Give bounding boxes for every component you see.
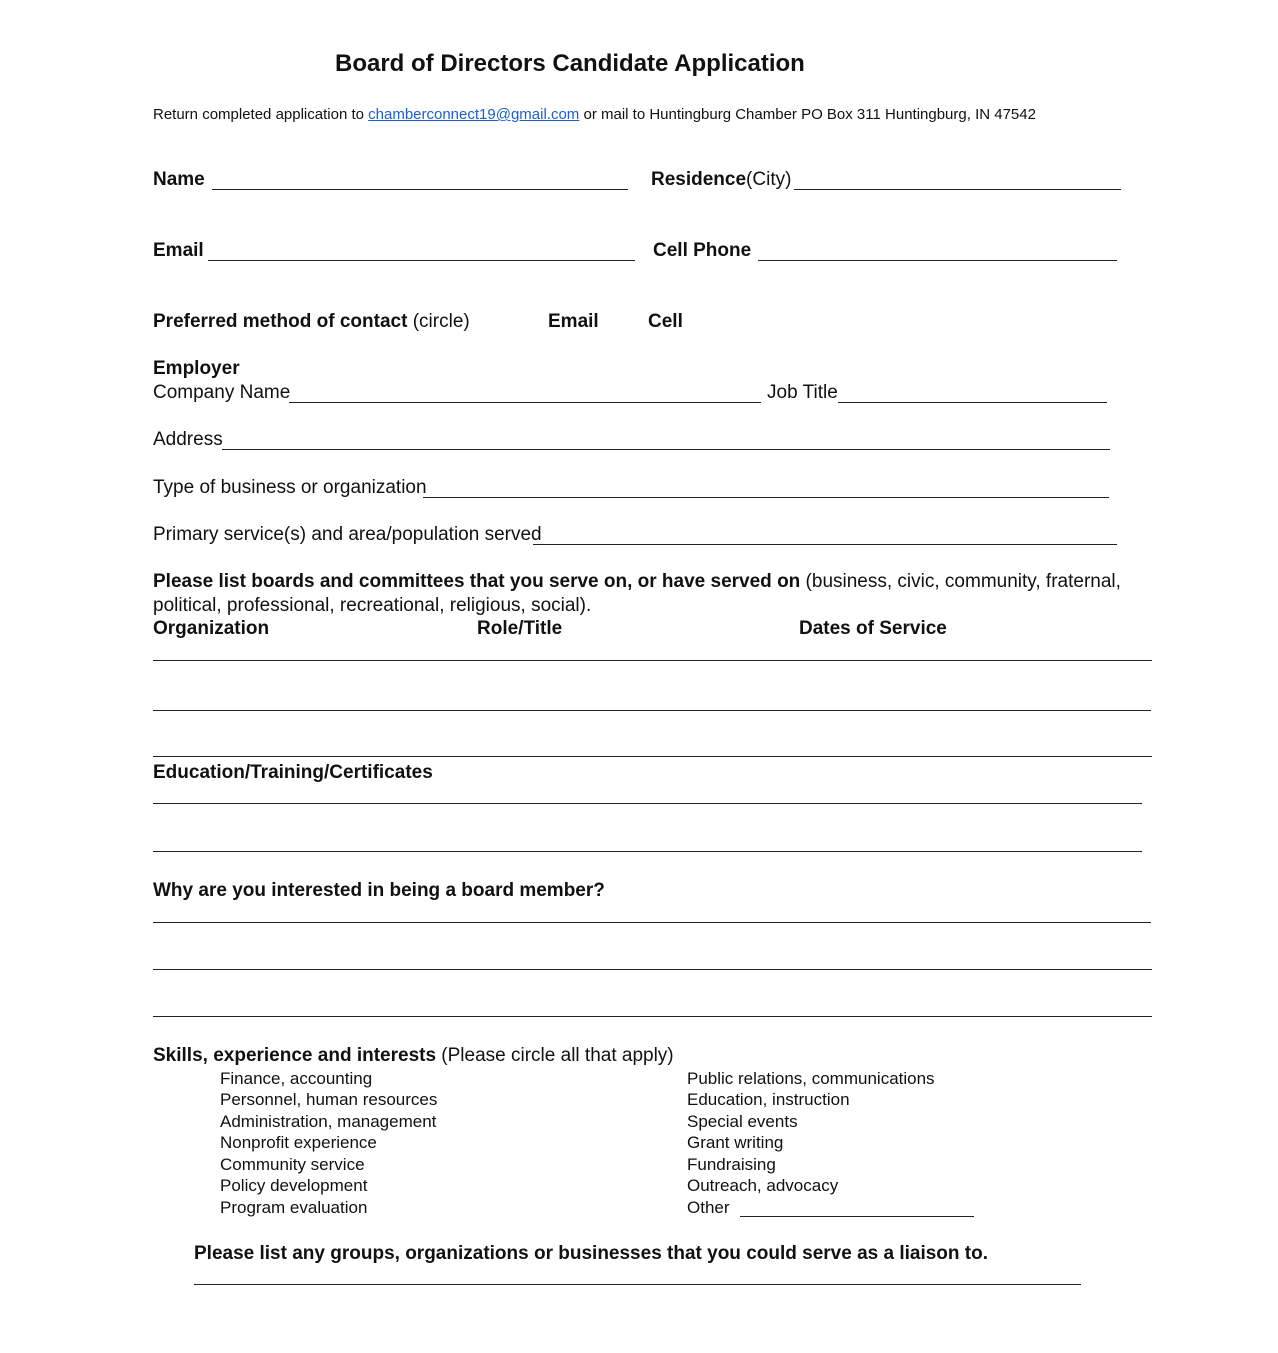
return-prefix: Return completed application to (153, 106, 369, 123)
primary-service-field[interactable] (533, 544, 1117, 545)
skill-option[interactable]: Program evaluation (220, 1198, 368, 1217)
contact-option-cell[interactable]: Cell (648, 311, 683, 332)
skill-option[interactable]: Personnel, human resources (220, 1090, 438, 1109)
boards-prompt (153, 571, 1121, 593)
residence-field[interactable] (794, 189, 1121, 190)
education-heading: Education/Training/Certificates (153, 762, 433, 783)
skill-other-field[interactable] (740, 1216, 974, 1217)
skill-option[interactable]: Policy development (220, 1176, 368, 1195)
skill-option-other[interactable]: Other (687, 1198, 730, 1217)
col-role: Role/Title (477, 618, 563, 639)
company-name-label: Company Name (153, 382, 291, 403)
preferred-contact (153, 311, 470, 333)
skill-option[interactable]: Special events (687, 1112, 798, 1131)
liaison-line[interactable] (194, 1284, 1081, 1285)
company-name-field[interactable] (289, 402, 761, 403)
name-label: Name (153, 169, 205, 190)
liaison-heading: Please list any groups, organizations or businesses that you could serve as a liaison to. (194, 1243, 989, 1264)
preferred-contact-label: Preferred method of contact (153, 311, 408, 332)
skill-option[interactable]: Education, instruction (687, 1090, 850, 1109)
skill-option[interactable]: Nonprofit experience (220, 1133, 377, 1152)
skills-heading: Skills, experience and interests (153, 1045, 437, 1066)
interest-line-1[interactable] (153, 922, 1151, 923)
return-instructions (153, 106, 1036, 123)
interest-heading: Why are you interested in being a board member? (153, 880, 605, 901)
boards-note-line2: political, professional, recreational, religious, social). (153, 595, 592, 616)
contact-option-email[interactable]: Email (548, 311, 599, 332)
skill-option[interactable]: Community service (220, 1155, 365, 1174)
skill-option[interactable]: Administration, management (220, 1112, 437, 1131)
interest-line-2[interactable] (153, 969, 1152, 970)
job-title-field[interactable] (838, 402, 1107, 403)
education-line-2[interactable] (153, 851, 1142, 852)
col-organization: Organization (153, 618, 270, 639)
employer-heading: Employer (153, 358, 240, 379)
job-title-label: Job Title (767, 382, 838, 403)
skill-option[interactable]: Public relations, communications (687, 1069, 935, 1088)
boards-line-3[interactable] (153, 756, 1152, 757)
col-dates: Dates of Service (799, 618, 947, 639)
address-label: Address (153, 429, 223, 450)
residence-note: (City) (746, 169, 792, 190)
skill-option[interactable]: Finance, accounting (220, 1069, 373, 1088)
boards-prompt-label: Please list boards and committees that you serve on, or have served on (153, 571, 801, 592)
business-type-label: Type of business or organization (153, 477, 427, 498)
business-type-field[interactable] (423, 497, 1109, 498)
boards-line-1[interactable] (153, 660, 1152, 661)
education-line-1[interactable] (153, 803, 1142, 804)
email-field[interactable] (208, 260, 635, 261)
email-label: Email (153, 240, 204, 261)
residence-label: Residence (651, 169, 747, 190)
boards-line-2[interactable] (153, 710, 1151, 711)
return-suffix: or mail to Huntingburg Chamber PO Box 311 Huntingburg, IN 47542 (579, 106, 1036, 123)
primary-service-label: Primary service(s) and area/population served (153, 524, 542, 545)
cell-phone-field[interactable] (758, 260, 1117, 261)
skill-option[interactable]: Outreach, advocacy (687, 1176, 839, 1195)
skill-option[interactable]: Grant writing (687, 1133, 784, 1152)
page-title: Board of Directors Candidate Application (335, 50, 805, 77)
boards-note: (business, civic, community, fraternal, (800, 571, 1121, 592)
address-field[interactable] (222, 449, 1110, 450)
skill-option[interactable]: Fundraising (687, 1155, 776, 1174)
interest-line-3[interactable] (153, 1016, 1152, 1017)
residence-label-group (651, 169, 791, 191)
cell-phone-label: Cell Phone (653, 240, 752, 261)
preferred-contact-note: (circle) (407, 311, 470, 332)
skills-heading-group (153, 1045, 674, 1067)
skills-note: (Please circle all that apply) (436, 1045, 674, 1066)
email-link[interactable]: chamberconnect19@gmail.com (368, 106, 580, 123)
name-field[interactable] (212, 189, 628, 190)
